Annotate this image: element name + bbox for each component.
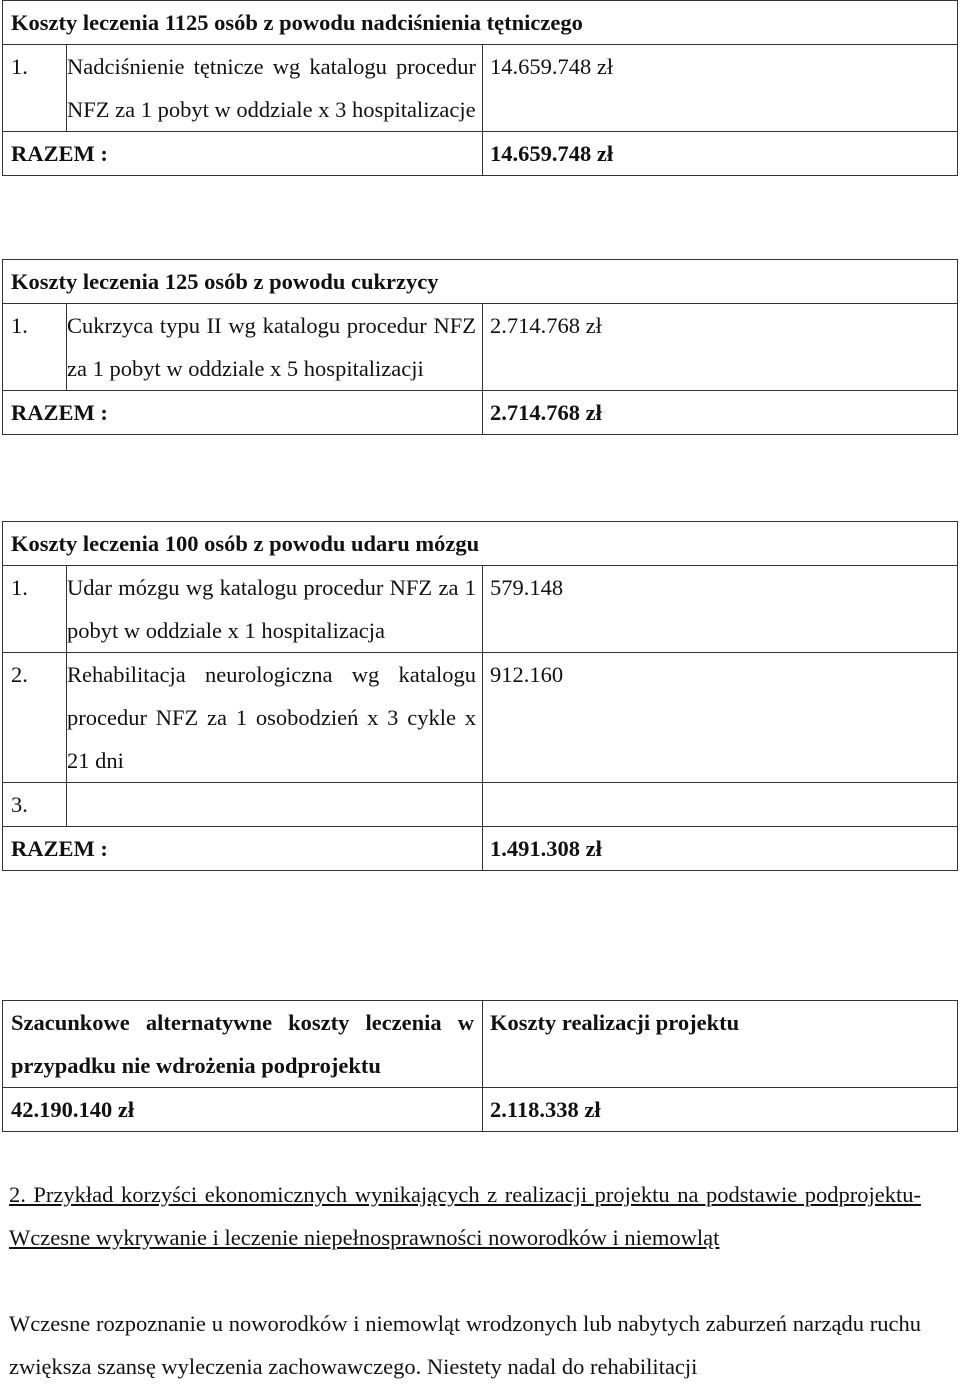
total-row — [3, 827, 958, 871]
summary-header-row — [3, 1001, 958, 1088]
total-label: RAZEM : — [3, 391, 483, 435]
row-value: 579.148 — [483, 566, 958, 653]
row-number: 1. — [3, 566, 67, 653]
total-row — [3, 132, 958, 176]
total-label: RAZEM : — [3, 132, 483, 176]
total-value: 14.659.748 zł — [483, 132, 958, 176]
cost-table-hypertension — [2, 0, 958, 176]
row-description: Cukrzyca typu II wg katalogu procedur NFZ za 1 pobyt w oddziale x 5 hospitalizacji — [67, 304, 483, 391]
section-paragraph: Wczesne rozpoznanie u noworodków i niemowląt wrodzonych lub nabytych zaburzeń narządu ruchu zwiększa szansę wyleczenia zachowawczego. Niestety nadal do rehabilitacji — [9, 1311, 921, 1379]
row-value — [483, 783, 958, 827]
table-row — [3, 783, 958, 827]
alternative-costs-value: 42.190.140 zł — [3, 1088, 483, 1132]
table-row — [3, 45, 958, 132]
row-description: Udar mózgu wg katalogu procedur NFZ za 1 pobyt w oddziale x 1 hospitalizacja — [67, 566, 483, 653]
project-costs-header: Koszty realizacji projektu — [483, 1001, 958, 1088]
table-row — [3, 566, 958, 653]
summary-value-row — [3, 1088, 958, 1132]
row-value: 912.160 — [483, 653, 958, 783]
row-number: 3. — [3, 783, 67, 827]
row-description — [67, 783, 483, 827]
alternative-costs-header: Szacunkowe alternatywne koszty leczenia w przypadku nie wdrożenia podprojektu — [3, 1001, 483, 1088]
cost-table-diabetes — [2, 259, 958, 435]
row-number: 2. — [3, 653, 67, 783]
table-row — [3, 653, 958, 783]
cost-table-stroke — [2, 521, 958, 871]
project-costs-value: 2.118.338 zł — [483, 1088, 958, 1132]
table-title: Koszty leczenia 100 osób z powodu udaru mózgu — [3, 522, 958, 566]
row-number: 1. — [3, 45, 67, 132]
section-heading: 2. Przykład korzyści ekonomicznych wynikających z realizacji projektu na podstawie podprojektu- Wczesne wykrywanie i leczenie niepełnosprawności noworodków i niemowląt — [9, 1182, 921, 1250]
row-value: 2.714.768 zł — [483, 304, 958, 391]
row-number: 1. — [3, 304, 67, 391]
row-value: 14.659.748 zł — [483, 45, 958, 132]
summary-table — [2, 1000, 958, 1132]
table-row — [3, 304, 958, 391]
total-value: 2.714.768 zł — [483, 391, 958, 435]
row-description: Nadciśnienie tętnicze wg katalogu procedur NFZ za 1 pobyt w oddziale x 3 hospitalizacje — [67, 45, 483, 132]
row-description: Rehabilitacja neurologiczna wg katalogu procedur NFZ za 1 osobodzień x 3 cykle x 21 dni — [67, 653, 483, 783]
total-value: 1.491.308 zł — [483, 827, 958, 871]
total-label: RAZEM : — [3, 827, 483, 871]
total-row — [3, 391, 958, 435]
table-title: Koszty leczenia 1125 osób z powodu nadciśnienia tętniczego — [3, 1, 958, 45]
table-title: Koszty leczenia 125 osób z powodu cukrzycy — [3, 260, 958, 304]
